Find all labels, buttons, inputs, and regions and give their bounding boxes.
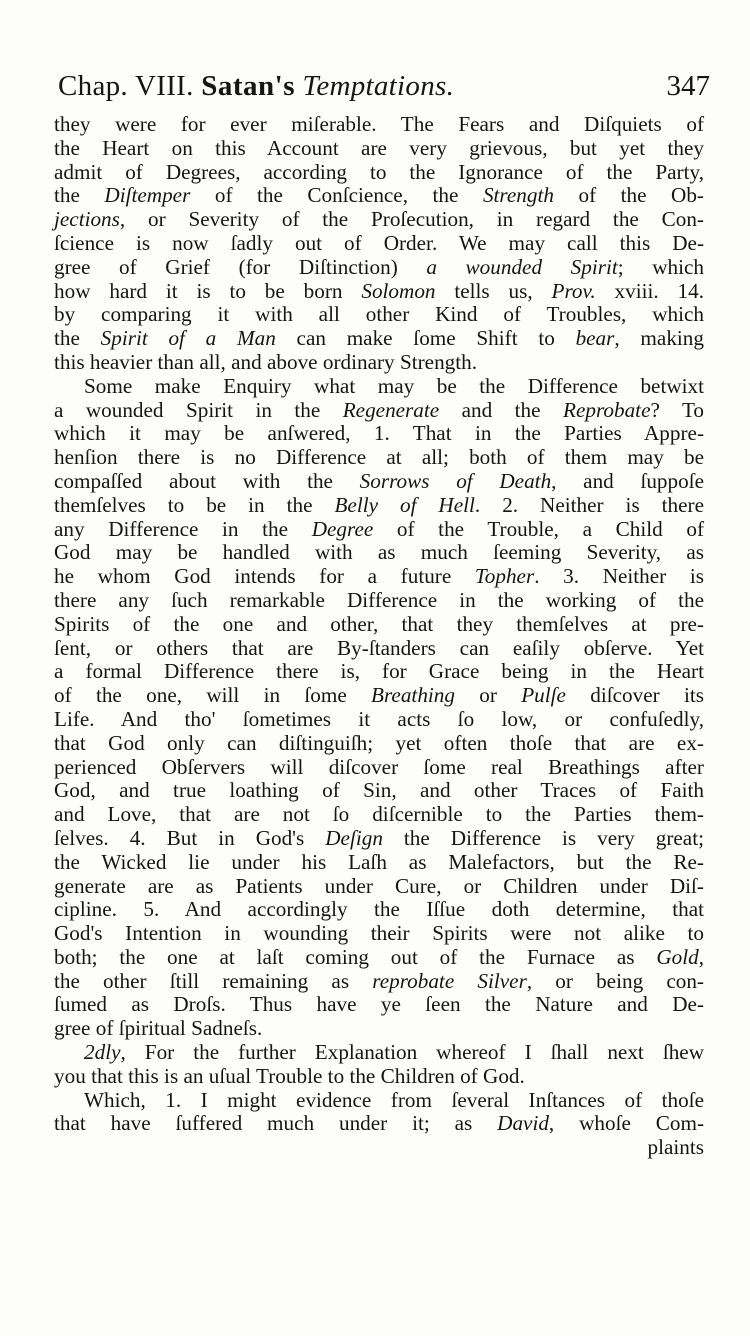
text-segment: . 2. Neither is there: [474, 492, 704, 517]
text-segment: this heavier than all, and above ordinary Strength.: [54, 349, 478, 374]
text-segment: gree of ſpiritual Sadneſs.: [54, 1016, 263, 1041]
text-segment: God's Intention in wounding their Spirits were not alike to: [54, 921, 704, 946]
text-segment: and Love, that are not ſo diſcernible to the Parties them-: [54, 802, 704, 827]
text-segment: ſcience is now ſadly out of Order. We may call this De-: [54, 230, 704, 255]
text-segment: ? To: [650, 397, 704, 422]
chapter-label: Chap. VIII.: [58, 70, 194, 102]
text-segment: , For the further Explanation whereof I ſhall next ſhew: [120, 1040, 704, 1065]
text-segment: of the Conſcience, the: [190, 183, 483, 208]
text-segment: you that this is an uſual Trouble to the Children of God.: [54, 1063, 525, 1088]
text-segment: God may be handled with as much ſeeming Severity, as: [54, 540, 704, 565]
text-line: [54, 375, 704, 399]
text-line: [54, 494, 704, 518]
italic-text: Breathing: [371, 683, 455, 708]
text-line: [54, 970, 704, 994]
text-line: [54, 518, 704, 542]
text-line: [54, 803, 704, 827]
text-segment: perienced Obſervers will diſcover ſome real Breathings after: [54, 754, 704, 779]
running-head: [58, 70, 454, 103]
text-segment: gree of Grief (for Diſtinction): [54, 254, 427, 279]
italic-text: Regenerate: [342, 397, 440, 422]
text-segment: both; the one at laſt coming out of the Furnace as: [54, 944, 657, 969]
text-segment: the Difference is very great;: [382, 825, 704, 850]
italic-text: bear: [575, 326, 615, 351]
italic-text: Spirit of a Man: [100, 326, 276, 351]
italic-text: Pulſe: [521, 683, 566, 708]
text-line: [54, 660, 704, 684]
text-segment: or: [454, 683, 522, 708]
text-segment: cipline. 5. And accordingly the Iſſue doth determine, that: [54, 897, 704, 922]
body-text: [54, 113, 704, 1160]
text-segment: , and ſuppoſe: [551, 468, 704, 493]
text-line: [54, 208, 704, 232]
italic-text: Reprobate: [563, 397, 651, 422]
text-segment: that God only can diſtinguiſh; yet often thoſe that are ex-: [54, 730, 704, 755]
text-line: [54, 779, 704, 803]
text-segment: tells us,: [435, 278, 552, 303]
italic-text: jections: [54, 207, 120, 232]
text-line: [54, 827, 704, 851]
text-segment: ſent, or others that are By-ſtanders can eaſily obſerve. Yet: [54, 635, 704, 660]
text-line: [54, 1112, 704, 1136]
text-line: [54, 541, 704, 565]
text-line: [54, 422, 704, 446]
text-segment: and the: [439, 397, 563, 422]
text-line: [54, 589, 704, 613]
text-line: [54, 756, 704, 780]
text-line: [54, 684, 704, 708]
text-segment: ſelves. 4. But in God's: [54, 825, 326, 850]
text-segment: ; which: [617, 254, 705, 279]
text-line: [54, 613, 704, 637]
text-line: [54, 161, 704, 185]
text-segment: Which, 1. I might evidence from ſeveral Inſtances of thoſe: [84, 1087, 704, 1112]
text-segment: of the Ob-: [553, 183, 704, 208]
text-segment: , or being con-: [526, 968, 704, 993]
text-segment: the other ſtill remaining as: [54, 968, 373, 993]
text-line: [54, 946, 704, 970]
text-line: [54, 232, 704, 256]
text-line: [54, 113, 704, 137]
page-number: 347: [666, 70, 710, 102]
text-segment: how hard it is to be born: [54, 278, 362, 303]
text-line: [54, 1017, 704, 1041]
text-line: [54, 303, 704, 327]
text-segment: there any ſuch remarkable Difference in the working of the: [54, 587, 704, 612]
text-segment: God, and true loathing of Sin, and other Traces of Faith: [54, 778, 704, 803]
italic-text: Topher: [474, 564, 535, 589]
text-line: [54, 1041, 704, 1065]
italic-text: Deſign: [325, 825, 383, 850]
text-line: [54, 637, 704, 661]
text-line: [54, 851, 704, 875]
text-segment: a formal Difference there is, for Grace being in the Heart: [54, 659, 704, 684]
text-segment: , making: [614, 326, 704, 351]
text-line: [54, 993, 704, 1017]
text-line: [54, 256, 704, 280]
text-segment: henſion there is no Difference at all; both of them may be: [54, 445, 704, 470]
text-segment: , whoſe Com-: [548, 1111, 704, 1136]
italic-text: Strength: [482, 183, 554, 208]
text-segment: the: [54, 326, 101, 351]
text-line: [54, 470, 704, 494]
text-line: [54, 922, 704, 946]
italic-text: Prov.: [551, 278, 596, 303]
page-header: [58, 70, 710, 114]
text-segment: any Difference in the: [54, 516, 312, 541]
italic-text: a wounded Spirit: [426, 254, 618, 279]
text-segment: the Wicked lie under his Laſh as Malefactors, but the Re-: [54, 849, 704, 874]
italic-text: Gold: [656, 944, 699, 969]
text-segment: diſcover its: [565, 683, 704, 708]
text-segment: plaints: [647, 1135, 704, 1160]
text-segment: the: [54, 183, 105, 208]
text-line: [54, 351, 704, 375]
text-segment: which it may be anſwered, 1. That in the Parties Appre-: [54, 421, 704, 446]
text-line: [54, 898, 704, 922]
text-line: [54, 446, 704, 470]
text-segment: Spirits of the one and other, that they themſelves at pre-: [54, 611, 704, 636]
text-segment: that have ſuffered much under it; as: [54, 1111, 498, 1136]
text-segment: a wounded Spirit in the: [54, 397, 343, 422]
text-line: [54, 137, 704, 161]
text-line: [54, 1136, 704, 1160]
text-segment: ſumed as Droſs. Thus have ye ſeen the Nature and De-: [54, 992, 704, 1017]
italic-text: Degree: [311, 516, 374, 541]
text-segment: xviii. 14.: [595, 278, 704, 303]
text-line: [54, 708, 704, 732]
text-segment: , or Severity of the Proſecution, in regard the Con-: [119, 207, 704, 232]
italic-text: 2dly: [84, 1040, 121, 1065]
text-line: [54, 399, 704, 423]
text-segment: Some make Enquiry what may be the Difference betwixt: [84, 373, 704, 398]
italic-text: reprobate Silver: [372, 968, 527, 993]
text-line: [54, 875, 704, 899]
italic-text: Diſtemper: [104, 183, 191, 208]
text-segment: of the one, will in ſome: [54, 683, 372, 708]
text-line: [54, 327, 704, 351]
text-line: [54, 1065, 704, 1089]
text-line: [54, 565, 704, 589]
text-line: [54, 184, 704, 208]
text-segment: by comparing it with all other Kind of Troubles, which: [54, 302, 704, 327]
italic-text: David: [497, 1111, 549, 1136]
text-segment: admit of Degrees, according to the Ignorance of the Party,: [54, 159, 704, 184]
text-segment: Life. And tho' ſometimes it acts ſo low, or confuſedly,: [54, 706, 704, 731]
text-segment: themſelves to be in the: [54, 492, 335, 517]
text-segment: they were for ever miſerable. The Fears and Diſquiets of: [54, 112, 704, 136]
text-segment: generate are as Patients under Cure, or Children under Diſ-: [54, 873, 704, 898]
italic-text: Solomon: [361, 278, 436, 303]
text-line: [54, 280, 704, 304]
text-segment: he whom God intends for a future: [54, 564, 475, 589]
book-label: Satan's: [201, 70, 295, 102]
text-segment: compaſſed about with the: [54, 468, 360, 493]
text-segment: ,: [698, 944, 704, 969]
text-segment: . 3. Neither is: [534, 564, 705, 589]
text-line: [54, 732, 704, 756]
italic-text: Belly of Hell: [334, 492, 475, 517]
text-segment: can make ſome Shift to: [275, 326, 576, 351]
subject-label: Temptations.: [302, 70, 455, 102]
text-line: [54, 1089, 704, 1113]
text-segment: of the Trouble, a Child of: [373, 516, 704, 541]
italic-text: Sorrows of Death: [359, 468, 552, 493]
text-segment: the Heart on this Account are very grievous, but yet they: [54, 135, 704, 160]
